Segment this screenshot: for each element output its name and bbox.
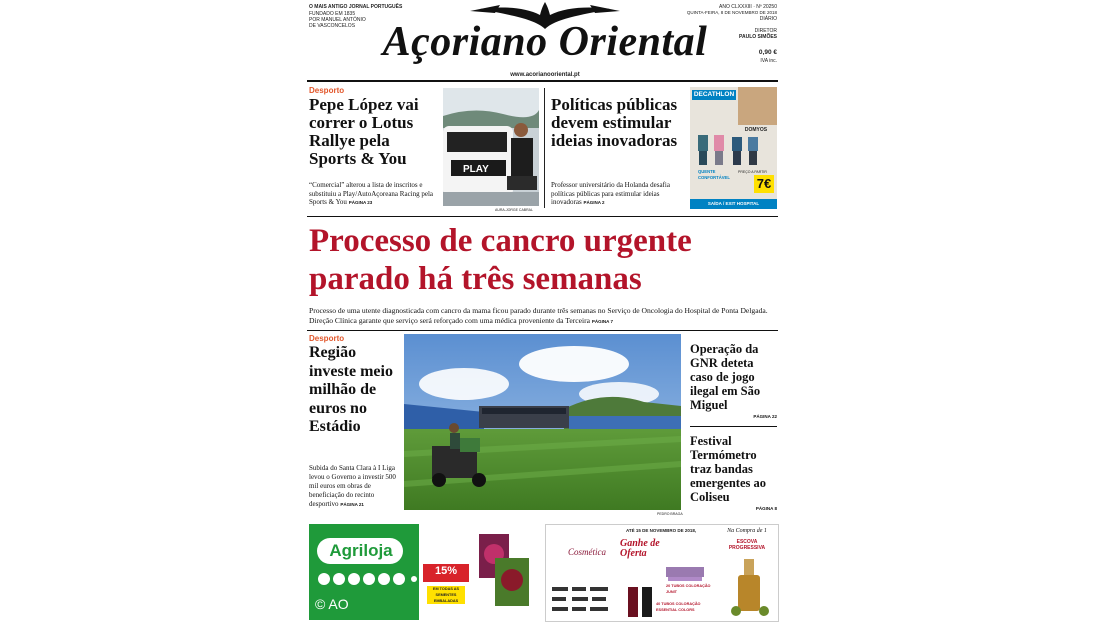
ad-cosmetica[interactable] xyxy=(545,524,779,622)
section-divider xyxy=(307,216,778,217)
agriloja-category-icons xyxy=(317,572,417,586)
cosmetica-product: ESCOVA PROGRESSIVA xyxy=(728,539,766,551)
stadium-photo[interactable] xyxy=(404,334,681,510)
ad-agriloja[interactable] xyxy=(309,524,537,620)
column-divider xyxy=(544,88,545,208)
lead-summary xyxy=(309,306,777,326)
lead-headline[interactable] xyxy=(309,222,779,298)
masthead-founder-1: POR MANUEL ANTÓNIO xyxy=(309,17,366,23)
masthead-edition: ANO CLXXXIII · Nº 20250 xyxy=(719,4,777,10)
story-pepe-lopez-headline[interactable]: Pepe López vai correr o Lotus Rallye pela Sports & You xyxy=(309,95,419,168)
story-estadio-summary xyxy=(309,464,399,509)
decathlon-logo: DECATHLON xyxy=(693,91,735,98)
story-estadio-body: Subida do Santa Clara à I Liga levou o Governo a investir 500 mil euros em obras de beneficiação do recinto desportivo xyxy=(309,464,396,508)
rally-driver-photo[interactable] xyxy=(443,88,539,206)
agriloja-sub: EM TODAS AS SEMENTES EMBALADAS xyxy=(427,586,465,604)
svg-text:PLAY: PLAY xyxy=(463,164,489,175)
decathlon-product: DOMYOS xyxy=(744,127,768,133)
masthead-url[interactable]: www.acorianooriental.pt xyxy=(510,72,580,78)
seed-packets-icon xyxy=(477,530,533,610)
story-festival-page: PÁGINA 8 xyxy=(755,506,777,511)
section-label-sport-2: Desporto xyxy=(309,334,345,343)
story-politicas-headline[interactable]: Políticas públicas devem estimular ideias inovadoras xyxy=(551,95,678,150)
story-pepe-lopez-body: “Comercial” alterou a lista de inscritos e substituiu a Play/AutoAçoreana Racing pela Sports & You xyxy=(309,181,434,206)
lead-headline-line-2: parado há três semanas xyxy=(309,261,642,297)
masthead-price-note: IVA inc. xyxy=(760,58,777,64)
decathlon-footer: SAÍDA / EXIT HOSPITAL xyxy=(690,199,777,209)
lead-headline-line-1: Processo de cancro urgente xyxy=(309,223,692,259)
story-estadio-headline[interactable]: Região investe meio milhão de euros no Estádio xyxy=(309,344,393,435)
lead-divider xyxy=(307,330,778,331)
cosmetica-brand-logos xyxy=(552,585,612,615)
masthead-director-label: DIRETOR xyxy=(754,28,777,34)
cosmetica-item-2: 40 TUBOS COLORAÇÃO ESSENTIAL COLORS xyxy=(656,602,701,612)
section-label-sport: Desporto xyxy=(309,86,345,95)
story-pepe-lopez-summary xyxy=(309,181,439,208)
cosmetica-brand: Cosmética xyxy=(568,547,606,557)
masthead-date: QUINTA-FEIRA, 8 DE NOVEMBRO DE 2018 xyxy=(686,10,777,15)
cosmetica-offer: Ganhe de Oferta xyxy=(620,538,660,559)
decathlon-price-label: PREÇO A PARTIR xyxy=(738,170,767,174)
newspaper-front-page xyxy=(305,0,780,620)
masthead-frequency: DIÁRIO xyxy=(759,16,777,22)
story-gnr-headline[interactable]: Operação da GNR deteta caso de jogo ilegal em São Miguel xyxy=(690,342,761,412)
ad-decathlon[interactable] xyxy=(690,87,777,209)
apparel-figures-icon xyxy=(694,133,774,167)
story-pepe-lopez-page: PÁGINA 23 xyxy=(348,200,373,205)
story-gnr-divider xyxy=(690,426,777,427)
brush-bottle-icon xyxy=(730,559,770,617)
story-politicas-body: Professor universitário da Holanda desafia políticas públicas para estimular ideias inovadoras xyxy=(551,181,670,206)
agriloja-logo: Agriloja xyxy=(329,541,393,560)
masthead-divider xyxy=(307,80,778,82)
agriloja-discount: 15% xyxy=(423,564,469,582)
masthead-founder-2: DE VASCONCELOS xyxy=(309,23,356,29)
agriloja-watermark: © AO xyxy=(315,596,349,612)
cosmetica-date: ATÉ 15 DE NOVEMBRO DE 2018, xyxy=(626,528,697,533)
story-festival-headline[interactable]: Festival Termómetro traz bandas emergentes ao Coliseu xyxy=(690,434,767,504)
cosmetica-promo: Na Compra de 1 xyxy=(727,528,767,534)
cosmetica-item-1: 20 TUBOS COLORAÇÃO JUNIT xyxy=(666,584,711,594)
rally-photo-credit: AURA-JORGE CABRAL xyxy=(495,208,533,212)
agriloja-discount-label: DESCONTO DIRETO xyxy=(426,578,466,583)
story-politicas-summary xyxy=(551,181,686,208)
masthead-left-tagline: O MAIS ANTIGO JORNAL PORTUGUÊS xyxy=(309,4,403,10)
masthead-founded: FUNDADO EM 1835 xyxy=(309,11,356,17)
decathlon-banner-image xyxy=(738,87,777,125)
story-gnr-page: PÁGINA 22 xyxy=(753,414,777,419)
story-politicas-page: PÁGINA 2 xyxy=(583,200,605,205)
stadium-photo-credit: PEDRO BRAGA xyxy=(657,512,683,516)
decathlon-badge: QUENTE CONFORTÁVEL xyxy=(698,169,730,180)
masthead-title: Açoriano Oriental xyxy=(382,19,708,65)
decathlon-price: 7€ xyxy=(754,175,774,193)
lead-page: PÁGINA 7 xyxy=(591,318,613,324)
masthead-director-name: PAULO SIMÕES xyxy=(739,34,777,40)
masthead-price: 0,90 € xyxy=(758,49,777,56)
story-estadio-page: PÁGINA 21 xyxy=(340,502,364,507)
lead-body: Processo de uma utente diagnosticada com cancro da mama ficou parado durante três semanas no Serviço de Oncologia do Hospital de Ponta Delgada. Direção Clínica garante que serviço será reforçado com uma médica proveniente da Terceira xyxy=(309,306,768,325)
